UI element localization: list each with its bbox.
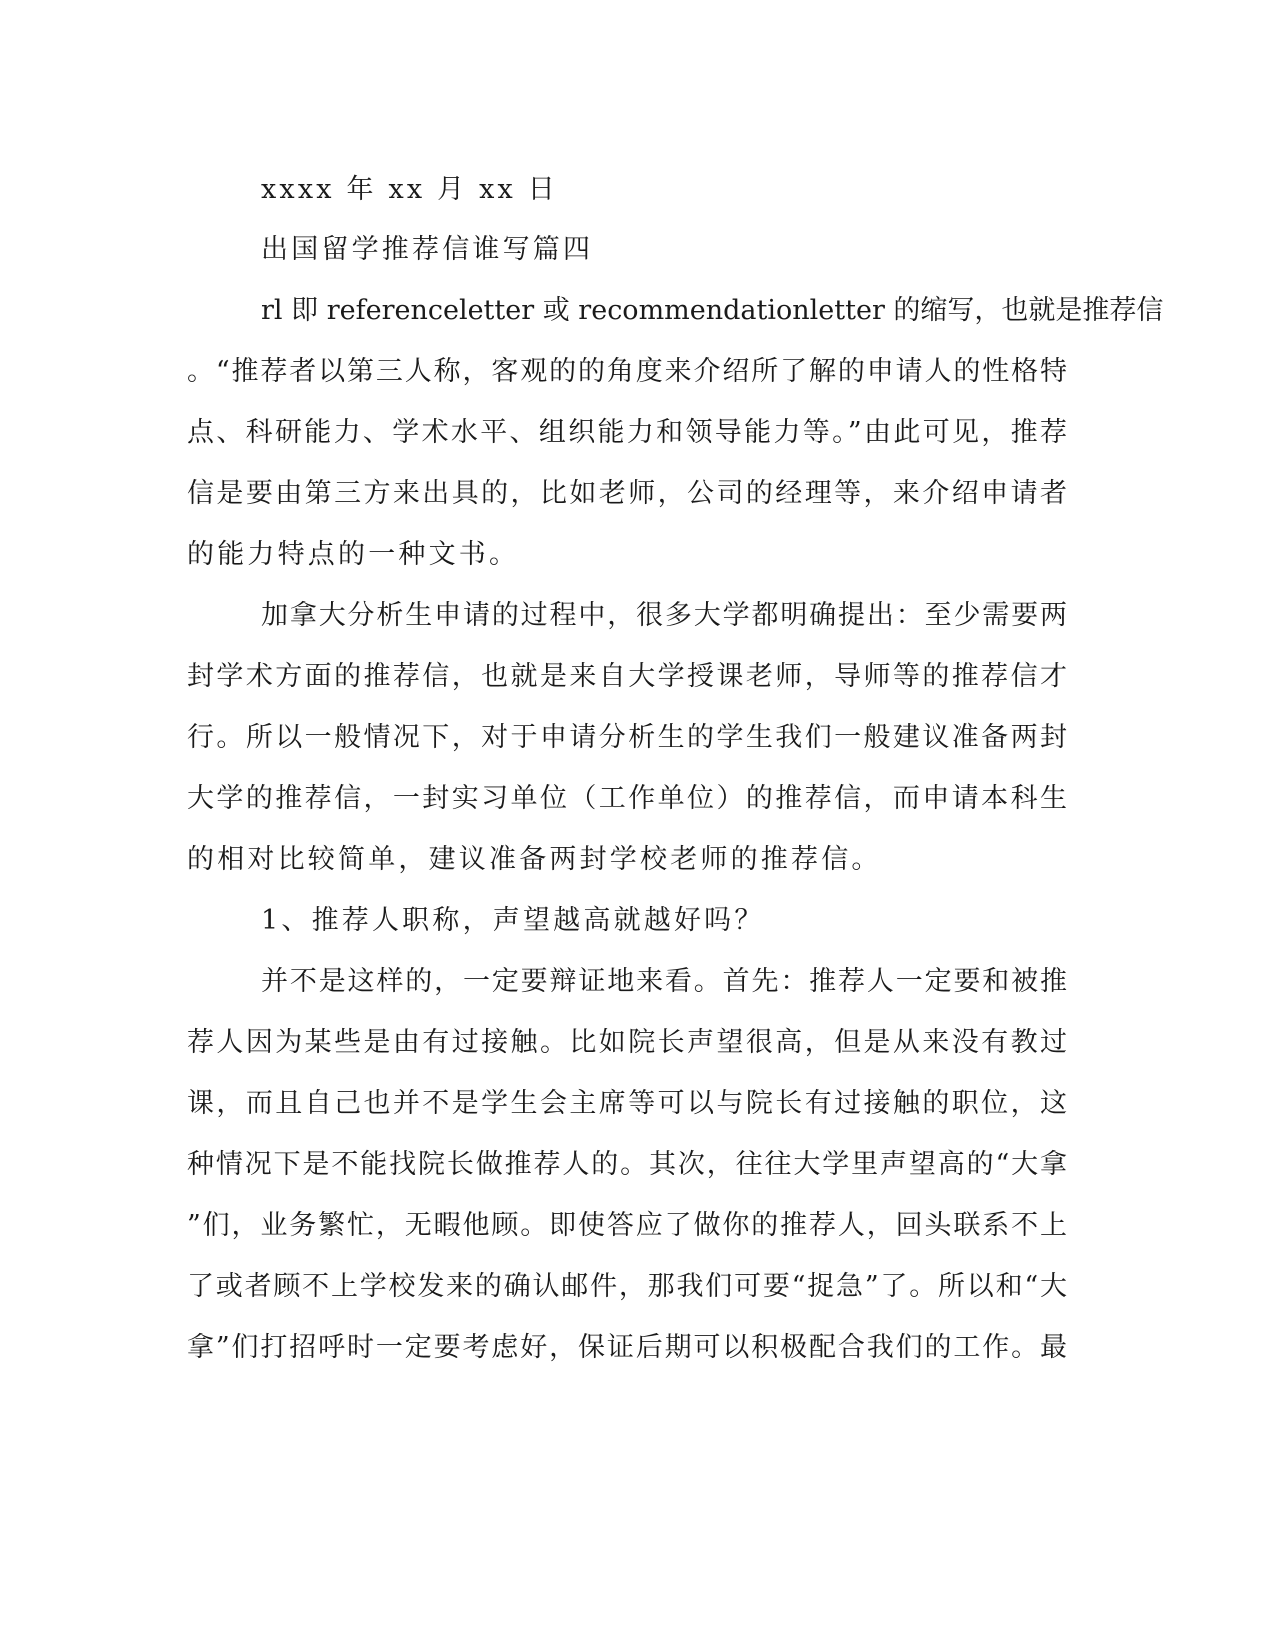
paragraph-line: 点、科研能力、学术水平、组织能力和领导能力等。”由此可见，推荐 xyxy=(187,417,1067,448)
paragraph-line: ”们，业务繁忙，无暇他顾。即使答应了做你的推荐人，回头联系不上 xyxy=(187,1210,1067,1241)
paragraph-line: 课，而且自己也并不是学生会主席等可以与院长有过接触的职位，这 xyxy=(187,1088,1067,1119)
paragraph-line: 种情况下是不能找院长做推荐人的。其次，往往大学里声望高的“大拿 xyxy=(187,1149,1067,1180)
paragraph-line: 的能力特点的一种文书。 xyxy=(187,539,520,570)
paragraph-line: 的相对比较简单，建议准备两封学校老师的推荐信。 xyxy=(187,844,882,875)
section-title: 出国留学推荐信谁写篇四 xyxy=(261,234,594,265)
paragraph-line: 信是要由第三方来出具的，比如老师，公司的经理等，来介绍申请者 xyxy=(187,478,1067,509)
paragraph-line: rl 即 referenceletter 或 recommendationletter 的缩写，也就是推荐信 xyxy=(261,295,1164,326)
paragraph-line: 加拿大分析生申请的过程中，很多大学都明确提出：至少需要两 xyxy=(261,600,1067,631)
paragraph-line: 行。所以一般情况下，对于申请分析生的学生我们一般建议准备两封 xyxy=(187,722,1067,753)
question-heading: 1、推荐人职称，声望越高就越好吗？ xyxy=(261,905,765,936)
paragraph-line: 荐人因为某些是由有过接触。比如院长声望很高，但是从来没有教过 xyxy=(187,1027,1067,1058)
paragraph-line: 了或者顾不上学校发来的确认邮件，那我们可要“捉急”了。所以和“大 xyxy=(187,1271,1067,1302)
paragraph-line: 。“推荐者以第三人称，客观的的角度来介绍所了解的申请人的性格特 xyxy=(187,356,1067,387)
paragraph-line: 拿”们打招呼时一定要考虑好，保证后期可以积极配合我们的工作。最 xyxy=(187,1332,1067,1363)
paragraph-line: 封学术方面的推荐信，也就是来自大学授课老师，导师等的推荐信才 xyxy=(187,661,1067,692)
paragraph-line: 并不是这样的，一定要辩证地来看。首先：推荐人一定要和被推 xyxy=(261,966,1067,997)
paragraph-line: 大学的推荐信，一封实习单位（工作单位）的推荐信，而申请本科生 xyxy=(187,783,1067,814)
letter-date: xxxx 年 xx 月 xx 日 xyxy=(261,174,558,205)
